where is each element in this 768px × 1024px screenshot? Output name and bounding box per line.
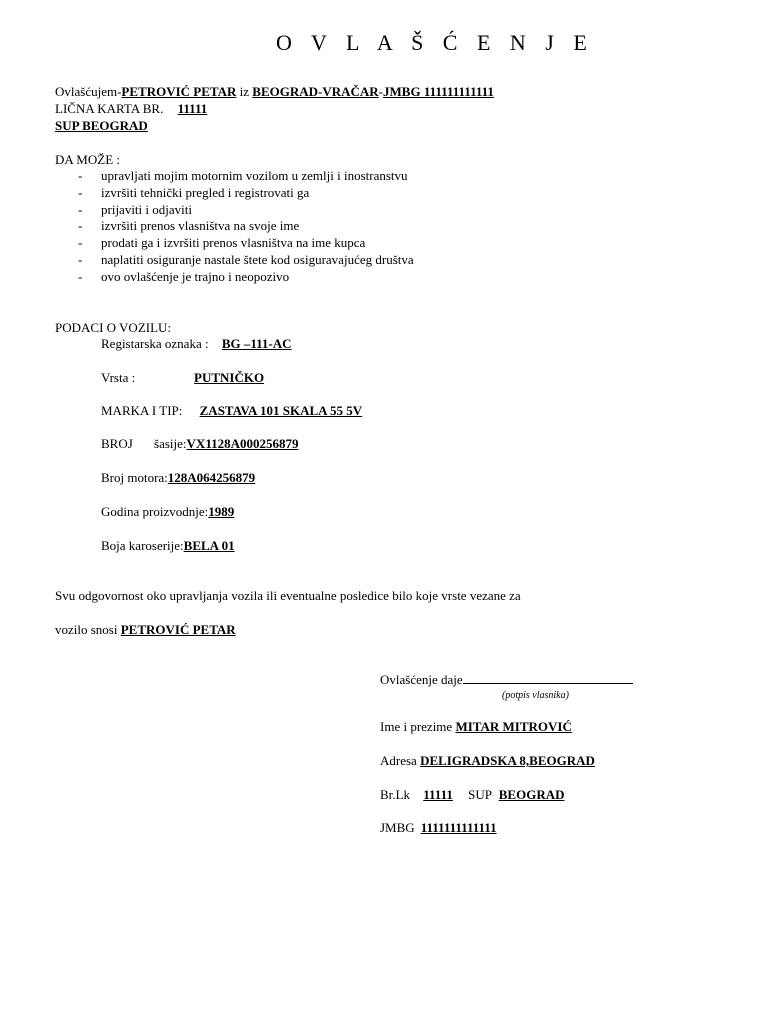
owner-sup-label: SUP [468,787,492,802]
type-value: PUTNIČKO [194,370,265,385]
bullet-dash: - [78,185,83,200]
owner-address-row [380,753,595,769]
signature-row [380,672,633,688]
signature-line [463,672,633,684]
color-label: Boja karoserije: [101,538,184,553]
owner-jmbg-value: 1111111111111 [420,820,497,835]
signature-caption: (potpis vlasnika) [502,690,569,701]
da-moze-heading: DA MOŽE : [55,152,120,167]
chassis-row [101,436,299,452]
bullet-dash: - [78,235,83,250]
owner-name-row [380,719,572,735]
owner-jmbg-label: JMBG [380,820,415,835]
owner-jmbg-row [380,820,497,836]
owner-address-value: DELIGRADSKA 8,BEOGRAD [420,753,595,768]
registration-row [101,336,292,352]
engine-value: 128A064256879 [167,470,256,485]
responsible-person-name: PETROVIĆ PETAR [120,622,236,637]
signature-label: Ovlašćenje daje [380,672,463,687]
id-card-line [55,101,207,117]
registration-value: BG –111-AC [221,336,292,351]
responsibility-prefix: vozilo snosi [55,622,121,637]
intro-dash: - [378,84,384,99]
vehicle-heading: PODACI O VOZILU: [55,320,172,335]
make-model-row [101,403,362,419]
chassis-label: šasije: [154,436,187,451]
color-value: BELA 01 [183,538,235,553]
owner-sup-value: BEOGRAD [498,787,565,802]
owner-name-label: Ime i prezime [380,719,453,734]
bullet-dash: - [78,202,83,217]
bullet-dash: - [78,252,83,267]
type-row [101,370,265,386]
year-value: 1989 [208,504,235,519]
owner-address-label: Adresa [380,753,417,768]
chassis-value: VX1128A000256879 [186,436,299,451]
power-text: prodati ga i izvršiti prenos vlasništva na ime kupca [101,235,366,250]
sup-line: SUP BEOGRAD [55,118,148,133]
bullet-dash: - [78,269,83,284]
type-label: Vrsta : [101,370,136,385]
responsibility-line-1: Svu odgovornost oko upravljanja vozila ili eventualne posledice bilo koje vrste vezane za [55,588,521,603]
intro-prefix: Ovlašćujem- [55,84,122,99]
authorized-person-name: PETROVIĆ PETAR [121,84,237,99]
power-text: upravljati mojim motornim vozilom u zemlji i inostranstvu [101,168,408,183]
owner-id-value: 11111 [423,787,453,802]
responsibility-line-2 [55,622,236,638]
owner-id-label: Br.Lk [380,787,410,802]
registration-label: Registarska oznaka : [101,336,209,351]
make-model-label: MARKA I TIP: [101,403,183,418]
engine-row [101,470,255,486]
document-title: O V L A Š Ć E N J E [276,30,594,55]
bullet-dash: - [78,218,83,233]
id-card-label: LIČNA KARTA BR. [55,101,164,116]
authorization-line [55,84,494,100]
power-text: prijaviti i odjaviti [101,202,192,217]
authorized-person-jmbg: JMBG 111111111111 [383,84,494,99]
chassis-broj-label: BROJ [101,436,133,451]
color-row [101,538,235,554]
engine-label: Broj motora: [101,470,168,485]
year-row [101,504,234,520]
make-model-value: ZASTAVA 101 SKALA 55 5V [199,403,363,418]
year-label: Godina proizvodnje: [101,504,209,519]
authorized-person-place: BEOGRAD-VRAČAR [252,84,379,99]
owner-name-value: MITAR MITROVIĆ [455,719,572,734]
intro-iz: iz [236,84,253,99]
power-text: ovo ovlašćenje je trajno i neopozivo [101,269,290,284]
power-text: naplatiti osiguranje nastale štete kod osiguravajućeg društva [101,252,414,267]
owner-id-row [380,787,564,803]
bullet-dash: - [78,168,83,183]
power-text: izvršiti tehnički pregled i registrovati ga [101,185,310,200]
power-text: izvršiti prenos vlasništva na svoje ime [101,218,300,233]
id-card-number: 11111 [177,101,208,116]
